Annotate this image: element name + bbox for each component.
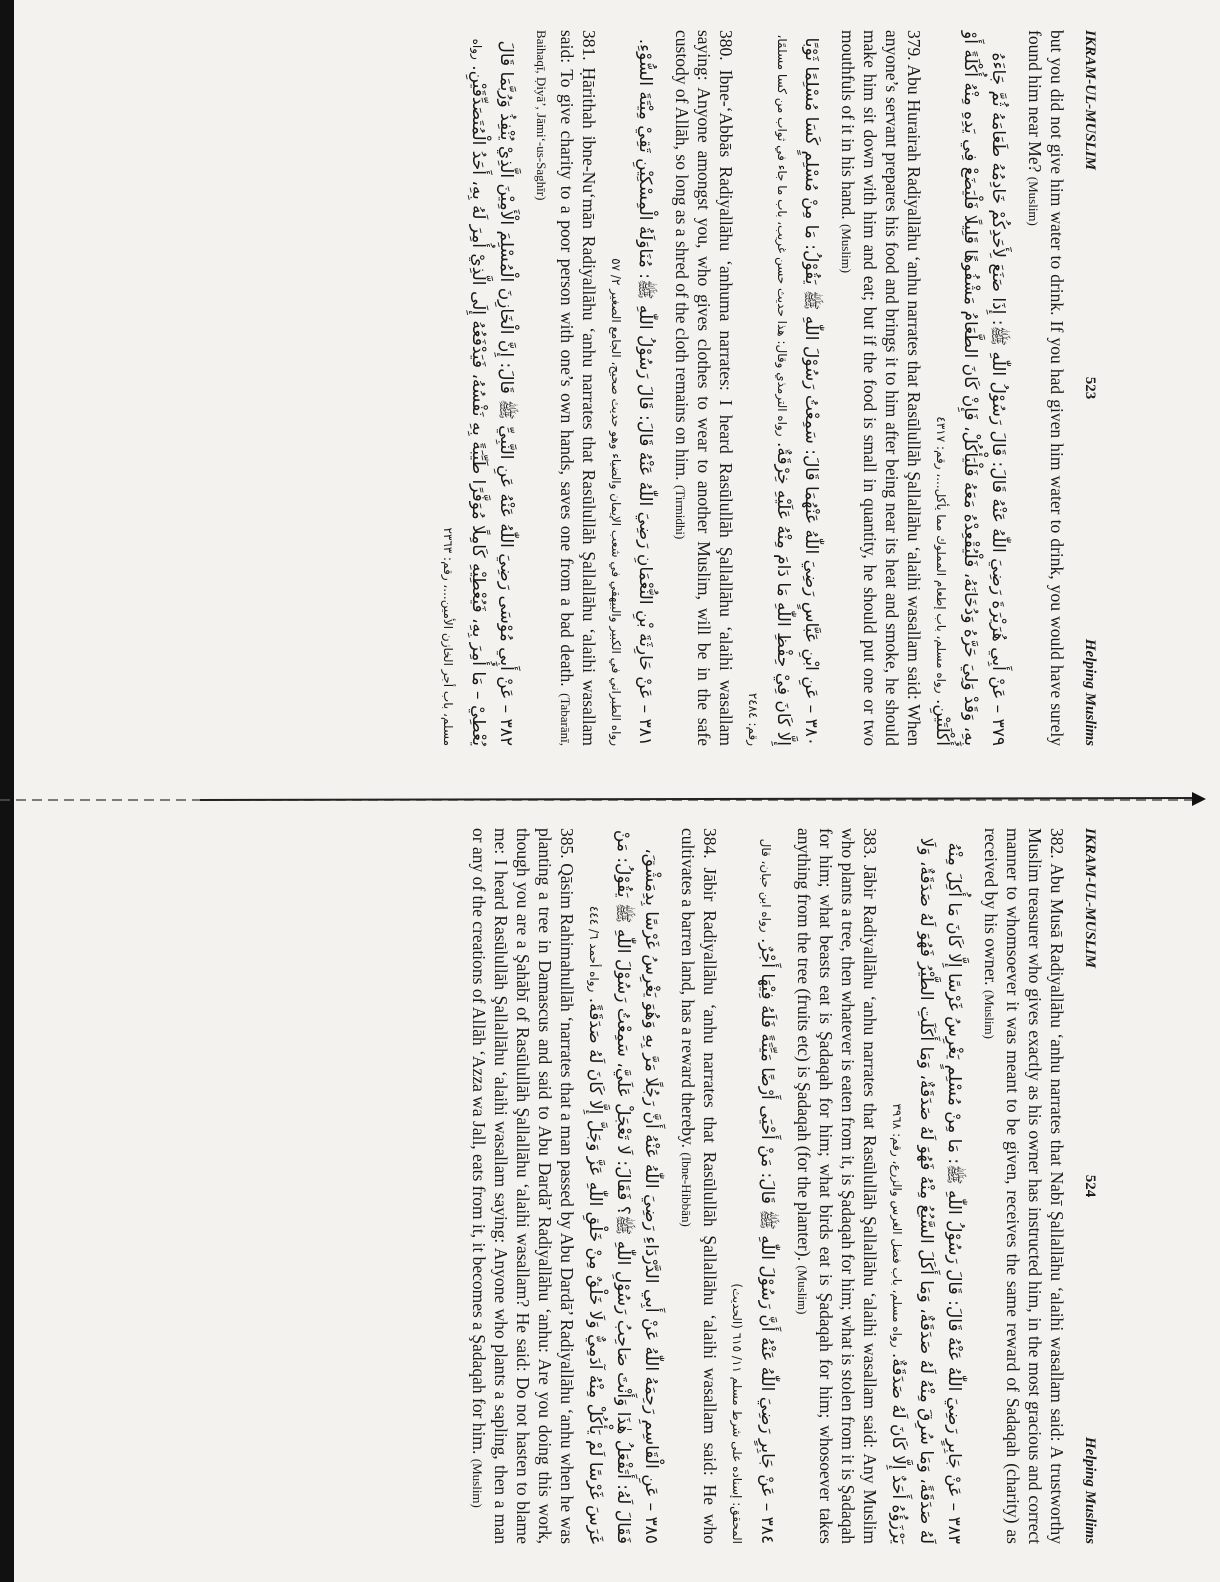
- source-citation: (Muslim): [1026, 176, 1041, 226]
- arabic-hadith: ٣٨٢ – عَنْ أَبِي مُوْسَى رَضِيَ اللّٰهُ عَنْهُ عَنِ النَّبِيِّ ﷺ قَالَ: إِنَّ الْخَازِنَ الْمُسْلِمَ الْأَمِيْنَ الَّذِيْ يُنْفِذُ وَرُبَّمَا قَالَ يُعْطِيْ – مَا أُمِرَ بِهِ، فَيُعْطِيْهِ كَامِلًا مُوَفَّرًا طَيِّبَةً بِهِ نَفْسُهُ، فَيَدْفَعُهُ إِلَى الَّذِيْ أُمِرَ لَهُ بِهِ، أَحَدُ الْمُتَصَدِّقَيْنِ. رواه مسلم، باب أجر الخازن الأمين...، رقم: ٢٣٦٣: [441, 38, 516, 746]
- hadith-number: 383.: [860, 828, 880, 859]
- running-header: [1070, 30, 1104, 746]
- english-paragraph: 384. Jābir Radiyallāhu ‘anhu narrates that Rasūlullāh Şallallāhu ‘alaihi wasallam said: He who cultivates a barren land, has a reward thereby. (Ibne-Hibbān): [678, 828, 720, 1544]
- english-paragraph: 381. Ḥārithah ibne-Nu‘mān Radiyallāhu ‘anhu narrates that Rasūlullāh Şallallāhu ‘alaihi wasallam said: To give charity to a poor person with one’s own hands, saves one from a bad death. (Tabarānī, Baihaqī, Ḍiyā’, Jāmi‘-us-Saghīr): [534, 30, 599, 747]
- arabic-reference: رواه مسلم، باب أجر الخازن الأمين...، رقم: ٢٣٦٣: [441, 38, 484, 746]
- arabic-reference: رواه مسلم، باب إطعام المملوك مما يأكل...، رقم: ٤٣١٧: [934, 416, 948, 694]
- book-title: IKRAM-UL-MUSLIM: [1082, 30, 1098, 171]
- page-number: 524: [1082, 1174, 1098, 1198]
- arabic-reference: رواه ابن حبان، قال المحقق: إسناده على شرط مسلم ١١/ ٦١٥ (الحديث): [730, 838, 773, 1544]
- source-citation: (Muslim): [982, 989, 997, 1039]
- hadith-number: 380.: [716, 30, 736, 61]
- chapter-title: Helping Muslims: [1082, 1436, 1098, 1544]
- page-number: 523: [1082, 376, 1098, 400]
- english-paragraph: 379. Abu Hurairah Radiyallāhu ‘anhu narrates that Rasūlullāh Şallallāhu ‘alaihi wasallam said: When anyone’s servant prepares his food and brings it to him after being near its heat and smoke, he should make him sit down with him and eat; but if the food is small in quantity, he should put one or two mouthfuls of it in his hand. (Muslim): [838, 30, 924, 746]
- hadith-number: 385.: [557, 828, 577, 859]
- arabic-reference: رواه الطبراني في الكبير والبيهقي في شعب الإيمان والضياء وهو حديث صحيح، الجامع الصغير ٢/ ٥٧: [609, 258, 623, 746]
- source-citation: (Tirmidhi): [673, 484, 688, 540]
- arabic-hadith: ٣٨٣ – عَنْ جَابِرٍ رَضِيَ اللّٰهُ عَنْهُ قَالَ: قَالَ رَسُوْلُ اللّٰهِ ﷺ: مَا مِنْ مُسْلِمٍ يَغْرِسُ غَرْسًا إِلَّا كَانَ مَا أُكِلَ مِنْهُ لَهُ صَدَقَةً، وَمَا سُرِقَ مِنْهُ لَهُ صَدَقَةٌ، وَمَا أَكَلَ السَّبُعُ مِنْهُ فَهُوَ لَهُ صَدَقَةٌ، وَمَا أَكَلَتِ الطَّيْرُ فَهُوَ لَهُ صَدَقَةٌ، وَلَا يَرْزَؤُهُ أَحَدٌ إِلَّا كَانَ لَهُ صَدَقَةٌ. رواه مسلم، باب فضل الغرس والزرع، رقم: ٣٩٦٨: [888, 837, 964, 1544]
- hadith-number: 381.: [579, 30, 599, 61]
- arabic-reference: رواه أحمد ٦/ ٤٤٤: [587, 905, 601, 993]
- arabic-hadith: ٣٨٤ – عَنْ جَابِرٍ رَضِيَ اللّٰهُ عَنْهُ أَنَّ رَسُوْلَ اللّٰهِ ﷺ قَالَ: مَنْ أَحْيَى أَرْضًا مَيِّتَةً فَلَهُ فِيْهَا أَجْرٌ. رواه ابن حبان، قال المحقق: إسناده على شرط مسلم ١١/ ٦١٥ (الحديث): [730, 838, 777, 1544]
- english-paragraph: but you did not give him water to drink. If you had given him water to drink, you would have surely found him near Me? (Muslim): [1025, 30, 1067, 746]
- book-page-524: [104, 828, 1104, 1544]
- english-paragraph: 383. Jābir Radiyallāhu ‘anhu narrates that Rasūlullāh Şallallāhu ‘alaihi wasallam said: Any Muslim who plants a tree, then whatever is eaten from it, is Şadaqah for him; what is stolen from it is Şadaqah for him; what beasts eat is Şadaqah for him; what birds eat is Şadaqah for him; whosoever takes anything from the tree (fruits etc) is Şadaqah (for the planter). (Muslim): [794, 828, 880, 1544]
- arabic-reference: رواه مسلم، باب فضل الغرس والزرع، رقم: ٣٩٦٨: [890, 1103, 904, 1348]
- english-paragraph: 380. Ibne-‘Abbās Radiyallāhu ‘anhuma narrates: I heard Rasūlullāh Şallallāhu ‘alaihi wasallam saying: Anyone amongst you, who gives clothes to wear to another Muslim, will be in the safe custody of Allāh, so long as a shred of the cloth remains on him. (Tirmidhi): [672, 30, 736, 746]
- hadith-number: 384.: [700, 828, 720, 859]
- hadith-number: 379.: [904, 30, 924, 61]
- arabic-hadith: ٣٨١ – عَنْ حَارِثَةَ بْنِ النُّعْمَانِ رَضِيَ اللّٰهُ عَنْهُ قَالَ: قَالَ رَسُوْلُ اللّٰهِ ﷺ: مُنَاوَلَةُ الْمِسْكِيْنِ تَقِيْ مِيْتَةَ السُّوْءِ. رواه الطبراني في الكبير والبيهقي في شعب الإيمان والضياء وهو حديث صحيح، الجامع الصغير ٢/ ٥٧: [609, 38, 655, 746]
- page-fold-line: [0, 788, 1220, 812]
- source-citation: (Tabarānī, Baihaqī, Ḍiyā’, Jāmi‘-us-Saghīr): [534, 30, 573, 747]
- chapter-title: Helping Muslims: [1082, 638, 1098, 746]
- arabic-hadith: ٣٨٥ – عَنِ الْقَاسِمِ رَحِمَهُ اللّٰهُ عَنْ أَبِي الدَّرْدَاءِ رَضِيَ اللّٰهُ عَنْهُ أَنَّ رَجُلًا مَرَّ بِهِ وَهُوَ يَغْرِسُ غَرْسًا بِدِمَشْقَ، فَقَالَ لَهُ: أَتَفْعَلُ هٰذَا وَأَنْتَ صَاحِبُ رَسُوْلِ اللّٰهِ ﷺ؟ فَقَالَ: لَا تَعْجَلْ عَلَيَّ، سَمِعْتُ رَسُوْلَ اللّٰهِ ﷺ يَقُوْلُ: مَنْ غَرَسَ غَرْسًا لَمْ يَأْكُلْ مِنْهُ آدَمِيٌّ وَلَا خَلْقٌ مِنْ خَلْقِ اللّٰهِ عَزَّ وَجَلَّ إِلَّا كَانَ لَهُ صَدَقَةً. رواه أحمد ٦/ ٤٤٤: [585, 829, 661, 1544]
- arabic-hadith: ٣٨٠ – عَنِ ابْنِ عَبَّاسٍ رَضِيَ اللّٰهُ عَنْهُمَا قَالَ: سَمِعْتُ رَسُوْلَ اللّٰهِ ﷺ يَقُوْلُ: مَا مِنْ مُسْلِمٍ كَسَا مُسْلِمًا ثَوْبًا إِلَّا كَانَ فِيْ حِفْظِ اللّٰهِ مَا دَامَ مِنْهُ عَلَيْهِ خِرْقَةٌ. رواه الترمذي وقال: هذا حديث حسن غريب، باب ما جاء في ثواب من كسا مسلمًا، رقم: ٢٤٨٤: [746, 34, 821, 746]
- arabic-hadith: ٣٧٩ – عَنْ أَبِي هُرَيْرَةَ رَضِيَ اللّٰهُ عَنْهُ قَالَ: قَالَ رَسُوْلُ اللّٰهِ ﷺ: إِذَا صَنَعَ لِأَحَدِكُمْ خَادِمُهُ طَعَامَهُ ثُمَّ جَاءَهُ بِهِ، وَقَدْ وَلِيَ حَرَّهُ وَدُخَانَهُ، فَلْيُقْعِدْهُ مَعَهُ فَلْيَأْكُلْ، فَإِنْ كَانَ الطَّعَامُ مَشْفُوهًا قَلِيلًا فَلْيَضَعْ فِي يَدِهِ مِنْهُ أُكْلَةً أَوْ أُكْلَتَيْنِ. رواه مسلم، باب إطعام المملوك مما يأكل...، رقم: ٤٣١٧: [932, 31, 1008, 746]
- source-citation: (Muslim): [839, 223, 854, 274]
- arabic-reference: رواه الترمذي وقال: هذا حديث حسن غريب، باب ما جاء في ثواب من كسا مسلمًا، رقم: ٢٤٨٤: [746, 34, 789, 746]
- english-paragraph: 385. Qāsim Rahimahullāh ‘narrates that a man passed by Abu Dardā’ Radiyallāhu ‘anhu when he was planting a tree in Damascus and said to Abu Dardā’ Radiyallāhu ‘anhu: Are you doing this work, though you are a Şahābī of Rasūlullāh Şallallāhu ‘alaihi wasallam? He said: Do not hasten to blame me: I heard Rasūlullāh Şallallāhu ‘alaihi wasallam saying: Anyone who plants a sapling, then a man or any of the creations of Allāh ‘Azza wa Jall, eats from it, it becomes a Şadaqah for him. (Muslim): [469, 828, 577, 1545]
- source-citation: (Muslim): [470, 1458, 485, 1508]
- hadith-number: 382.: [1047, 828, 1067, 859]
- source-citation: (Muslim): [795, 1265, 810, 1315]
- running-header: [1070, 828, 1104, 1544]
- book-page-523: [104, 30, 1104, 746]
- book-title: IKRAM-UL-MUSLIM: [1082, 828, 1098, 969]
- source-citation: (Ibne-Hibbān): [679, 1152, 694, 1227]
- english-paragraph: 382. Abu Musā Radiyallāhu ‘anhu narrates that Nabī Şallallāhu ‘alaihi wasallam said: A trustworthy Muslim treasurer who gives exactly as his owner has instructed him, in the most gracious and correct manner to whomsoever it was meant to be given, receives the same reward of Sadaqah (charity) as received by his owner. (Muslim): [981, 828, 1067, 1544]
